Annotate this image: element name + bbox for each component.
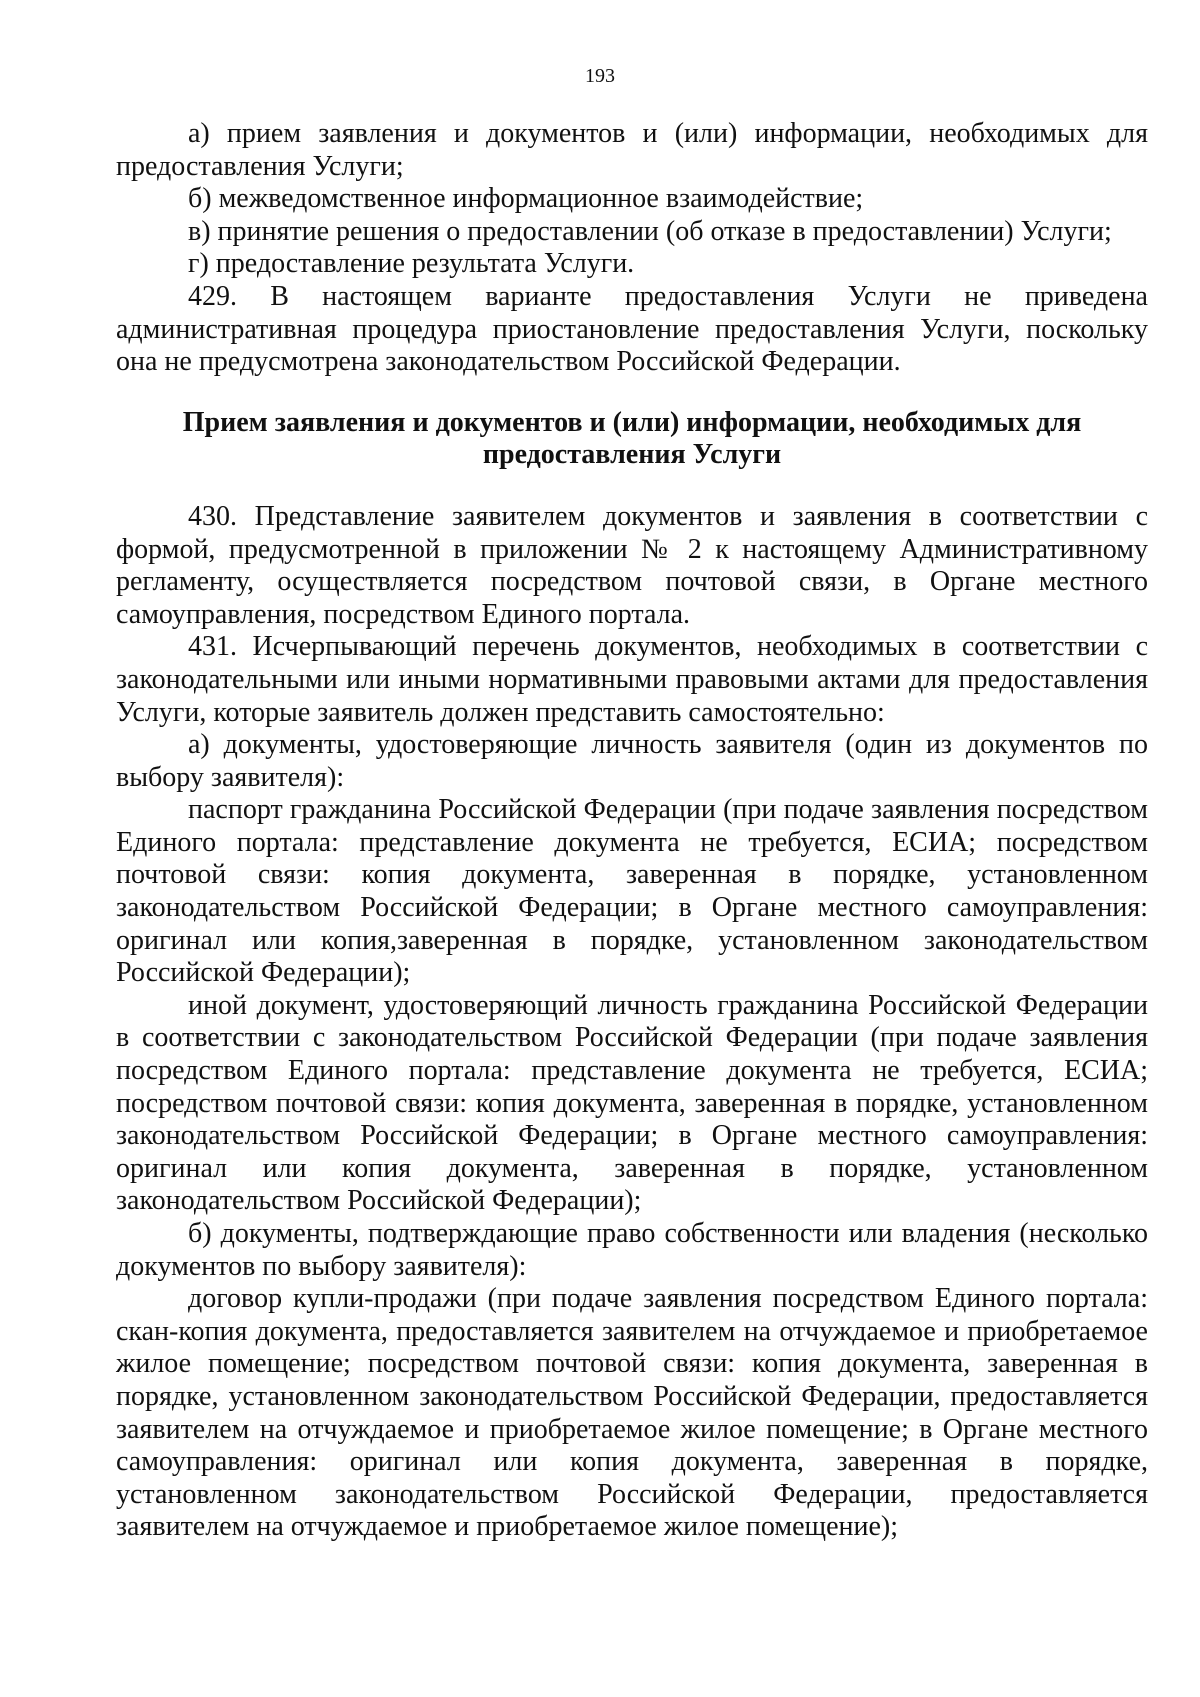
- list-item-b: б) межведомственное информационное взаимодействие;: [188, 183, 864, 215]
- document-body: [116, 118, 1148, 1544]
- list-item-ownership-docs: б) документы, подтверждающие право собственности или владения (несколько документов по выбору заявителя):: [116, 1218, 1148, 1282]
- paragraph-430: 430. Представление заявителем документов и заявления в соответствии с формой, предусмотренной в приложении № 2 к настоящему Административному регламенту, осуществляется посредством почтовой связи, в Органе местного самоуправления, посредством Единого портала.: [116, 500, 1148, 630]
- paragraph-sale-contract: договор купли-продажи (при подаче заявления посредством Единого портала: скан-копия документа, предоставляется заявителем на отчуждаемое и приобретаемое жилое помещение; посредством почтовой связи: копия документа, заверенная в порядке, установленном законодательством Российской Федерации, предоставляется заявителем на отчуждаемое и приобретаемое жилое помещение; в Органе местного самоуправления: оригинал или копия документа, заверенная в порядке, установленном законодательством Российской Федерации, предоставляется заявителем на отчуждаемое и приобретаемое жилое помещение);: [116, 1283, 1148, 1543]
- paragraph-431: 431. Исчерпывающий перечень документов, необходимых в соответствии с законодательными или иными нормативными правовыми актами для предоставления Услуги, которые заявитель должен представить самостоятельно:: [116, 631, 1148, 728]
- paragraph-429: 429. В настоящем варианте предоставления Услуги не приведена административная процедура приостановление предоставления Услуги, поскольку она не предусмотрена законодательством Российской Федерации.: [116, 280, 1148, 378]
- page-number: 193: [585, 65, 615, 87]
- list-item-a: а) прием заявления и документов и (или) информации, необходимых для предоставления Услуги;: [116, 118, 1148, 182]
- list-item-identity-docs: а) документы, удостоверяющие личность заявителя (один из документов по выбору заявителя):: [116, 729, 1148, 793]
- list-item-v: в) принятие решения о предоставлении (об отказе в предоставлении) Услуги;: [188, 215, 1112, 247]
- section-heading: Прием заявления и документов и (или) информации, необходимых для предоставления Услуги: [182, 406, 1082, 471]
- list-item-g: г) предоставление результата Услуги.: [188, 248, 635, 280]
- paragraph-other-identity-doc: иной документ, удостоверяющий личность гражданина Российской Федерации в соответствии с законодательством Российской Федерации (при подаче заявления посредством Единого портала: представление документа не требуется, ЕСИА; посредством почтовой связи: копия документа, заверенная в порядке, установленном законодательством Российской Федерации; в Органе местного самоуправления: оригинал или копия документа, заверенная в порядке, установленном законодательством Российской Федерации);: [116, 989, 1148, 1217]
- paragraph-passport: паспорт гражданина Российской Федерации (при подаче заявления посредством Единого портала: представление документа не требуется, ЕСИА; посредством почтовой связи: копия документа, заверенная в порядке, установленном законодательством Российской Федерации; в Органе местного самоуправления: оригинал или копия,заверенная в порядке, установленном законодательством Российской Федерации);: [116, 794, 1148, 989]
